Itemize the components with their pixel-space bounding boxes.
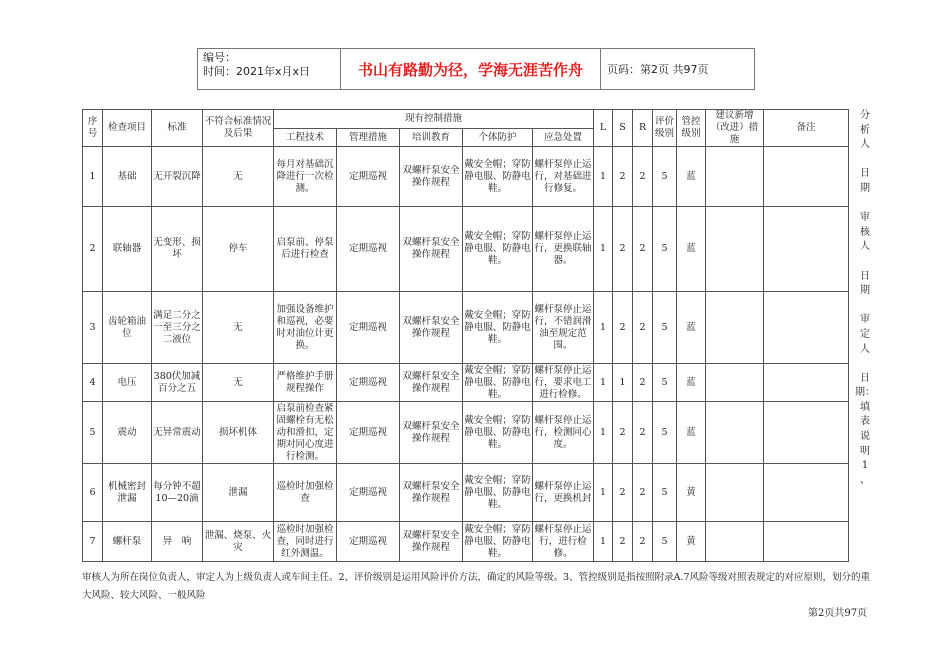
header-ctrl: 管控级别	[677, 110, 706, 147]
cell-S: 2	[613, 402, 633, 464]
cell-nonconform: 泄漏	[203, 464, 274, 522]
cell-eval: 5	[653, 207, 677, 292]
cell-S: 2	[613, 292, 633, 364]
cell-suggest	[706, 402, 764, 464]
cell-emergency: 螺杆泵停止运行，进行检修。	[533, 522, 594, 562]
cell-emergency: 螺杆泵停止运行，对基础进行修复。	[533, 147, 594, 207]
table-row	[83, 522, 849, 562]
cell-item: 基础	[103, 147, 152, 207]
cell-eval: 5	[653, 364, 677, 402]
cell-remark	[764, 522, 849, 562]
cell-L: 1	[594, 364, 613, 402]
cell-seq: 5	[83, 402, 103, 464]
cell-ppe: 戴安全帽；穿防静电服、防静电鞋。	[463, 147, 533, 207]
cell-ctrl: 蓝	[677, 147, 706, 207]
cell-emergency: 螺杆泵停止运行，要求电工进行检修。	[534, 364, 592, 400]
cell-seq: 4	[83, 364, 103, 402]
cell-ctrl: 蓝	[677, 207, 706, 292]
table-row	[83, 364, 849, 402]
header-standard: 标准	[152, 110, 203, 147]
cell-suggest	[706, 147, 764, 207]
cell-nonconform: 无	[203, 147, 274, 207]
cell-L: 1	[594, 147, 613, 207]
cell-eng: 启泵前、停泵后进行检查	[274, 207, 337, 292]
cell-seq: 6	[83, 464, 103, 522]
cell-ppe: 戴安全帽；穿防静电服、防静电鞋。	[463, 522, 533, 562]
cell-train: 双螺杆泵安全操作规程	[400, 364, 463, 402]
cell-suggest	[706, 364, 764, 402]
header-emergency: 应急处置	[533, 129, 594, 147]
cell-emergency: 螺杆泵停止运行，更换联轴器。	[533, 207, 594, 292]
slogan: 书山有路勤为径，学海无涯苦作舟	[341, 49, 601, 89]
cell-train: 双螺杆泵安全操作规程	[400, 207, 463, 292]
cell-eval: 5	[653, 464, 677, 522]
header-seq: 序号	[83, 110, 103, 147]
cell-ppe: 戴安全帽；穿防静电服、防静电鞋。	[463, 402, 533, 464]
cell-S: 2	[613, 522, 633, 562]
risk-assessment-table	[82, 109, 849, 562]
cell-L: 1	[594, 207, 613, 292]
cell-seq: 1	[83, 147, 103, 207]
footnote: 审核人为所在岗位负责人，审定人为上级负责人或车间主任。2、评价级别是运用风险评价方法，确定的风险等级。3、管控级别是指按照附录A.7风险等级对照表规定的对应原则，划分的重大风险、较大风险、一般风险	[82, 572, 871, 601]
cell-mgmt: 定期巡视	[337, 207, 400, 292]
cell-train: 双螺杆泵安全操作规程	[400, 292, 463, 364]
cell-nonconform: 泄漏、烧泵、火灾	[203, 522, 274, 562]
cell-emergency: 螺杆泵停止运行，不错润滑油至规定范围。	[533, 292, 594, 364]
table-row	[83, 464, 849, 522]
cell-standard: 异 响	[152, 522, 203, 562]
cell-R: 2	[633, 402, 653, 464]
cell-suggest	[706, 464, 764, 522]
cell-L: 1	[594, 402, 613, 464]
cell-S: 2	[613, 207, 633, 292]
cell-item: 螺杆泵	[103, 522, 152, 562]
header-ppe: 个体防护	[463, 129, 533, 147]
header-eval: 评价级别	[653, 110, 677, 147]
cell-suggest	[706, 207, 764, 292]
cell-train: 双螺杆泵安全操作规程	[400, 402, 463, 464]
cell-L: 1	[594, 522, 613, 562]
header-L: L	[594, 110, 613, 147]
cell-item: 电压	[103, 364, 152, 402]
cell-mgmt: 定期巡视	[337, 147, 400, 207]
cell-ctrl: 蓝	[677, 364, 706, 402]
cell-seq: 2	[83, 207, 103, 292]
cell-R: 2	[633, 364, 653, 402]
cell-standard: 无开裂沉降	[152, 147, 203, 207]
cell-mgmt: 定期巡视	[337, 464, 400, 522]
cell-remark	[764, 147, 849, 207]
header-train: 培训教育	[400, 129, 463, 147]
cell-eval: 5	[653, 292, 677, 364]
header-nonconform: 不符合标准情况及后果	[203, 110, 274, 147]
cell-emergency: 螺杆泵停止运行，更换机封	[533, 464, 594, 522]
cell-item: 联轴器	[103, 207, 152, 292]
cell-ctrl: 黄	[677, 464, 706, 522]
table-row	[83, 292, 849, 364]
cell-ppe: 戴安全帽；穿防静电服、防静电鞋。	[463, 464, 533, 522]
time-label: 时间：2021年x月x日	[203, 65, 311, 78]
cell-ppe: 戴安全帽；穿防静电服、防静电鞋。	[463, 292, 533, 364]
header-item: 检查项目	[103, 110, 152, 147]
cell-eng: 巡检时加强检查	[274, 464, 337, 522]
cell-mgmt: 定期巡视	[337, 522, 400, 562]
cell-R: 2	[633, 522, 653, 562]
cell-L: 1	[594, 464, 613, 522]
cell-S: 1	[613, 364, 633, 402]
header-R: R	[633, 110, 653, 147]
cell-mgmt: 定期巡视	[337, 402, 400, 464]
cell-item: 震动	[103, 402, 152, 464]
cell-emergency: 螺杆泵停止运行，检测同心度。	[533, 402, 594, 464]
cell-nonconform: 停车	[203, 207, 274, 292]
cell-eng: 严格维护手册规程操作	[274, 364, 337, 402]
header-meta	[198, 49, 341, 89]
cell-standard: 每分钟不超10—20滴	[152, 464, 203, 522]
cell-ctrl: 黄	[677, 522, 706, 562]
cell-L: 1	[594, 292, 613, 364]
header-mgmt: 管理措施	[337, 129, 400, 147]
cell-remark	[764, 207, 849, 292]
cell-standard: 380伏加减百分之五	[152, 364, 203, 402]
page-code: 页码：第2页 共97页	[607, 63, 709, 76]
cell-seq: 3	[83, 292, 103, 364]
signature-sidebar: 分 析 人 日 期 审 核 人 日 期 审 定 人 日 期： 填 表 说 明 1 、	[855, 110, 875, 486]
cell-R: 2	[633, 147, 653, 207]
cell-eng: 每月对基础沉降进行一次检测。	[274, 147, 337, 207]
cell-train: 双螺杆泵安全操作规程	[400, 147, 463, 207]
table-row	[83, 402, 849, 464]
document-header	[197, 48, 755, 90]
cell-standard: 无变形、损坏	[152, 207, 203, 292]
cell-suggest	[706, 292, 764, 364]
cell-standard: 无异常震动	[152, 402, 203, 464]
cell-mgmt: 定期巡视	[337, 292, 400, 364]
cell-R: 2	[633, 292, 653, 364]
cell-suggest	[706, 522, 764, 562]
cell-ctrl: 蓝	[677, 402, 706, 464]
cell-R: 2	[633, 464, 653, 522]
cell-eval: 5	[653, 147, 677, 207]
cell-mgmt: 定期巡视	[337, 364, 400, 402]
cell-ppe: 戴安全帽；穿防静电服、防静电鞋。	[464, 364, 531, 400]
header-eng: 工程技术	[274, 129, 337, 147]
header-suggest: 建议新增（改进）措施	[706, 110, 764, 147]
cell-eng: 启泵前检查紧固螺栓有无松动和滑扣，定期对同心度进行检测。	[274, 402, 337, 464]
header-current-control: 现有控制措施	[274, 110, 594, 129]
cell-S: 2	[613, 464, 633, 522]
cell-nonconform: 无	[203, 364, 274, 402]
cell-eval: 5	[653, 402, 677, 464]
cell-standard: 满足二分之一至三分之二液位	[152, 292, 203, 364]
number-label: 编号：	[203, 51, 236, 64]
cell-ctrl: 蓝	[677, 292, 706, 364]
cell-eng: 巡检时加强检查，同时进行红外测温。	[274, 522, 337, 562]
cell-seq: 7	[83, 522, 103, 562]
cell-nonconform: 损坏机体	[203, 402, 274, 464]
cell-item: 齿轮箱油位	[103, 292, 152, 364]
header-remark: 备注	[764, 110, 849, 147]
header-S: S	[613, 110, 633, 147]
cell-train: 双螺杆泵安全操作规程	[400, 464, 463, 522]
table-row	[83, 207, 849, 292]
cell-nonconform: 无	[203, 292, 274, 364]
cell-ppe: 戴安全帽；穿防静电服、防静电鞋。	[463, 207, 533, 292]
page-footer: 第2页共97页	[808, 608, 868, 619]
cell-item: 机械密封泄漏	[103, 464, 152, 522]
cell-S: 2	[613, 147, 633, 207]
cell-train: 双螺杆泵安全操作规程	[400, 522, 463, 562]
table-row	[83, 147, 849, 207]
cell-eng: 加强设备维护和巡视，必要时对油位计更换。	[274, 292, 337, 364]
cell-remark	[764, 464, 849, 522]
cell-eval: 5	[653, 522, 677, 562]
cell-remark	[764, 292, 849, 364]
cell-remark	[764, 402, 849, 464]
cell-remark	[764, 364, 849, 402]
cell-R: 2	[633, 207, 653, 292]
